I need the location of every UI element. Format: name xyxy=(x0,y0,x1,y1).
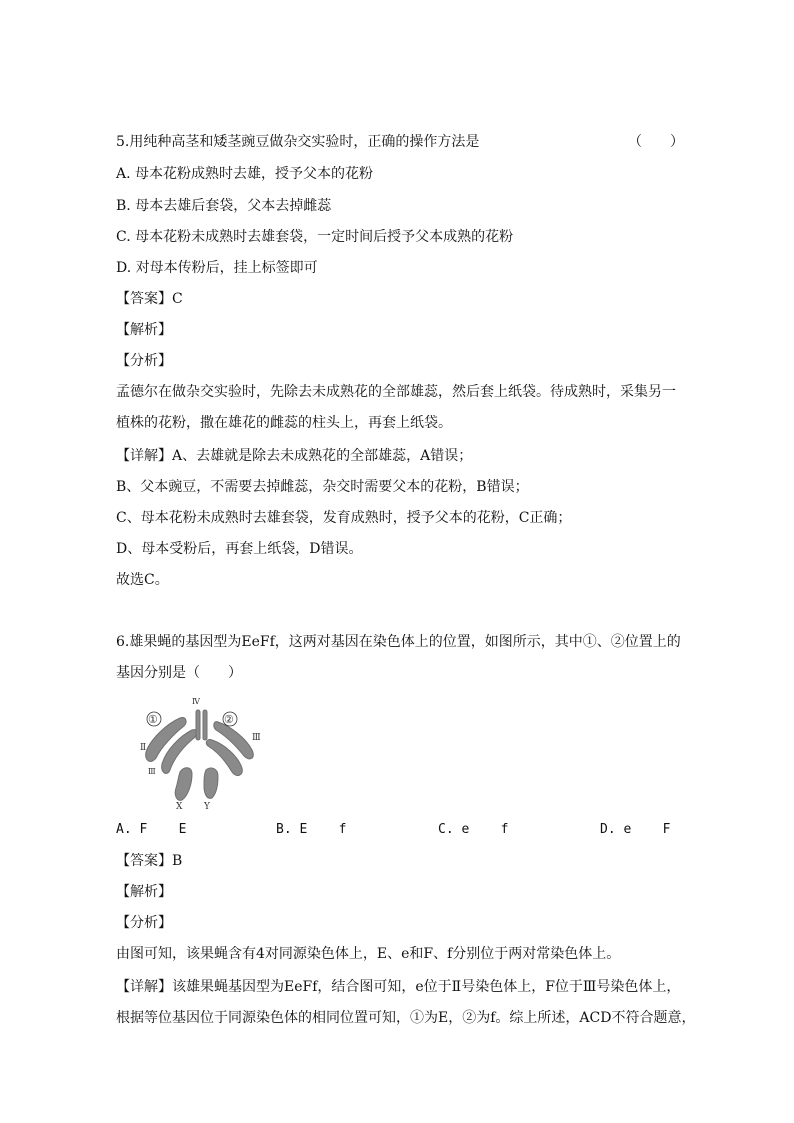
chromosome-diagram xyxy=(140,692,264,810)
q6-analysis-heading: 【解析】 xyxy=(116,884,172,900)
q5-answer-paren: （ ） xyxy=(628,134,684,150)
q5-option-b: B. 母本去雄后套袋，父本去掉雌蕊 xyxy=(116,198,332,214)
q5-fenxi-line-2: 植株的花粉，撒在雄花的雌蕊的柱头上，再套上纸袋。 xyxy=(116,415,452,431)
label-circle-2: ② xyxy=(224,713,234,726)
label-x: X xyxy=(176,802,183,810)
q5-fenxi-heading: 【分析】 xyxy=(116,353,172,369)
q6-fenxi-line: 由图可知，该果蝇含有4对同源染色体上，E、e和F、f分别位于两对常染色体上。 xyxy=(116,946,621,962)
q6-option-b: B. E f xyxy=(276,822,347,837)
q6-option-a: A. F E xyxy=(116,822,187,837)
label-y: Y xyxy=(204,802,210,810)
q5-detail-line-2: B、父本豌豆，不需要去掉雌蕊，杂交时需要父本的花粉，B错误； xyxy=(116,479,529,495)
chromosome-figure xyxy=(140,692,264,810)
q5-option-a: A. 母本花粉成熟时去雄，授予父本的花粉 xyxy=(116,166,374,182)
q6-fenxi-heading: 【分析】 xyxy=(116,915,172,931)
label-roman-3-lower: Ⅲ xyxy=(148,767,156,776)
q5-answer: 【答案】C xyxy=(116,291,183,307)
chromosome-x xyxy=(175,768,192,801)
q6-option-d: D. e F xyxy=(600,822,671,837)
label-roman-2: Ⅱ xyxy=(140,743,147,753)
q5-fenxi-line-1: 孟德尔在做杂交实验时，先除去未成熟花的全部雄蕊，然后套上纸袋。待成熟时，采集另一 xyxy=(116,384,676,400)
q6-detail-line-1: 【详解】该雄果蝇基因型为EeFf，结合图可知，e位于Ⅱ号染色体上，F位于Ⅲ号染色体上， xyxy=(116,979,681,995)
label-roman-4: Ⅳ xyxy=(192,697,200,706)
q5-conclusion: 故选C。 xyxy=(116,572,169,588)
q6-stem-line-1: 6.雄果蝇的基因型为EeFf，这两对基因在染色体上的位置，如图所示，其中①、②位置上的 xyxy=(116,634,681,650)
q6-answer: 【答案】B xyxy=(116,853,183,869)
label-roman-3: Ⅲ xyxy=(252,733,261,743)
q5-stem xyxy=(116,132,479,152)
q6-option-c: C. e f xyxy=(438,822,509,837)
chromosome-iv-1 xyxy=(196,710,200,740)
q5-option-c: C. 母本花粉未成熟时去雄套袋，一定时间后授予父本成熟的花粉 xyxy=(116,229,514,245)
q6-detail-line-2: 根据等位基因位于同源染色体的相同位置可知，①为E，②为f。综上所述，ACD不符合题意， xyxy=(116,1010,696,1026)
q6-stem-line-2: 基因分别是（ ） xyxy=(116,665,242,681)
chromosome-iv-2 xyxy=(203,710,207,740)
label-circle-1: ① xyxy=(148,713,158,726)
chromosome-y xyxy=(204,768,218,798)
q5-detail-line-1: 【详解】A、去雄就是除去未成熟花的全部雄蕊，A错误； xyxy=(116,448,473,464)
q5-stem-text: 5.用纯种高茎和矮茎豌豆做杂交实验时，正确的操作方法是 xyxy=(116,134,480,150)
q5-detail-line-4: D、母本受粉后，再套上纸袋，D错误。 xyxy=(116,541,363,557)
q5-option-d: D. 对母本传粉后，挂上标签即可 xyxy=(116,260,318,276)
q5-detail-line-3: C、母本花粉未成熟时去雄套袋，发育成熟时，授予父本的花粉，C正确； xyxy=(116,510,572,526)
q5-analysis-heading: 【解析】 xyxy=(116,322,172,338)
